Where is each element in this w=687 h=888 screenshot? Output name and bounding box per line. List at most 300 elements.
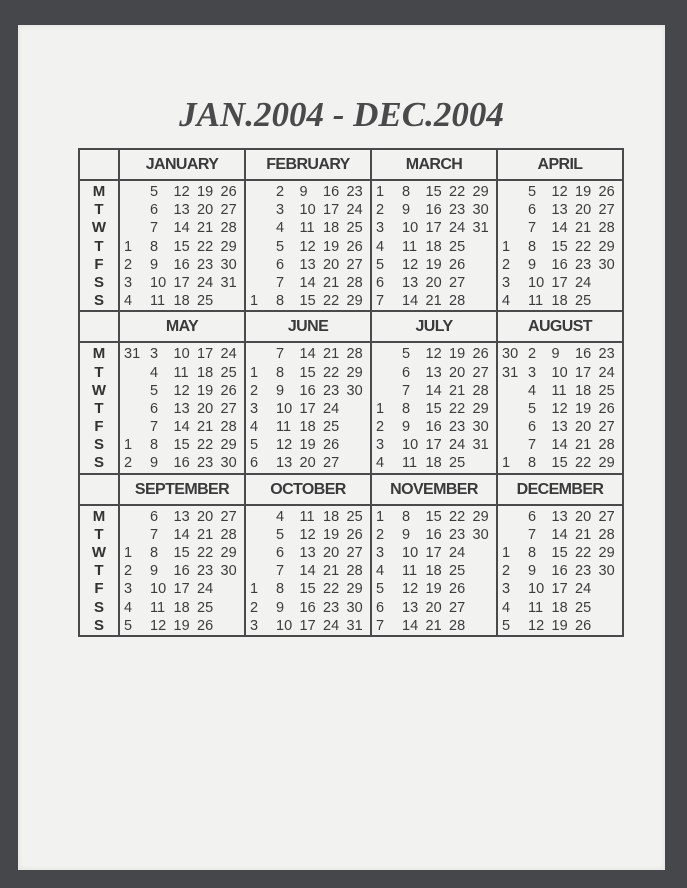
- date-cell: 16: [299, 382, 316, 399]
- date-cell: 1: [376, 184, 385, 200]
- date-cell: 21: [425, 293, 442, 310]
- date-cell: 4: [276, 508, 285, 525]
- date-cell: 15: [299, 581, 316, 598]
- date-cell: [473, 562, 497, 580]
- date-cell: [502, 436, 528, 454]
- date-cell: 11: [551, 382, 567, 399]
- date-cell: [124, 526, 150, 544]
- week-row: [502, 562, 622, 580]
- date-cell: 2: [502, 256, 511, 273]
- date-cell: 19: [197, 382, 214, 399]
- week-row: [376, 201, 496, 219]
- date-cell: 30: [220, 455, 237, 472]
- date-cell: 15: [299, 293, 316, 310]
- date-cell: 18: [551, 293, 568, 310]
- date-cell: 14: [402, 617, 419, 634]
- date-cell: 18: [173, 293, 190, 310]
- date-cell: 19: [551, 617, 568, 634]
- week-row: [376, 526, 496, 544]
- weekday-column: [79, 311, 119, 473]
- date-cell: 5: [150, 184, 159, 200]
- date-cell: [250, 544, 276, 562]
- week-row: [376, 562, 496, 580]
- date-cell: 16: [299, 599, 316, 616]
- date-cell: 25: [323, 419, 340, 436]
- date-cell: 25: [449, 563, 466, 580]
- date-cell: 22: [575, 545, 592, 561]
- date-cell: 10: [528, 581, 545, 598]
- week-row: [124, 400, 244, 418]
- date-cell: 10: [402, 437, 419, 454]
- date-cell: [502, 418, 528, 436]
- week-row: [250, 345, 370, 363]
- date-cell: 4: [376, 455, 385, 472]
- date-cell: 27: [449, 599, 466, 616]
- week-row: [502, 599, 622, 617]
- date-cell: [221, 292, 245, 310]
- date-cell: 29: [220, 437, 237, 454]
- week-row: [124, 201, 244, 219]
- date-cell: 24: [598, 364, 615, 381]
- date-cell: 23: [575, 563, 592, 580]
- date-cell: 17: [299, 400, 316, 417]
- date-cell: 3: [502, 581, 511, 598]
- week-row: [250, 580, 370, 598]
- date-cell: 7: [376, 293, 385, 310]
- date-cell: 7: [276, 274, 285, 291]
- date-cell: 1: [124, 238, 133, 255]
- week-row: [376, 219, 496, 237]
- date-cell: 18: [323, 220, 340, 237]
- month-block: [371, 474, 497, 636]
- week-row: [502, 274, 622, 292]
- week-row: [376, 400, 496, 418]
- date-cell: 30: [598, 256, 615, 273]
- date-cell: [124, 183, 150, 201]
- date-cell: 1: [502, 545, 511, 561]
- date-cell: 5: [250, 437, 259, 454]
- date-cell: 17: [173, 581, 190, 598]
- month-block: [119, 311, 245, 473]
- date-cell: 8: [150, 238, 159, 255]
- date-cell: 27: [449, 274, 466, 291]
- week-row: [376, 508, 496, 526]
- date-cell: [376, 382, 402, 400]
- date-cell: 16: [575, 346, 592, 363]
- date-cell: 16: [173, 455, 190, 472]
- date-cell: 30: [220, 256, 237, 273]
- week-row: [376, 436, 496, 454]
- date-cell: 15: [551, 455, 568, 472]
- date-cell: 26: [598, 184, 615, 200]
- date-cell: 28: [598, 437, 615, 454]
- date-cell: 26: [220, 184, 237, 200]
- date-cell: 6: [376, 599, 385, 616]
- date-cell: 22: [323, 364, 340, 381]
- date-cell: 30: [472, 419, 489, 436]
- week-row: [502, 418, 622, 436]
- week-row: [124, 274, 244, 292]
- date-cell: 29: [346, 364, 363, 381]
- date-cell: 22: [323, 293, 340, 310]
- week-row: [124, 436, 244, 454]
- year-calendar-grid: [78, 148, 624, 637]
- week-row: [250, 382, 370, 400]
- week-row: [502, 292, 622, 310]
- date-cell: 19: [575, 400, 592, 417]
- date-cell: 2: [528, 346, 537, 363]
- date-cell: 25: [220, 364, 237, 381]
- date-cell: 28: [346, 563, 363, 580]
- date-cell: 29: [598, 455, 615, 472]
- date-cell: 22: [197, 545, 214, 561]
- date-cell: 13: [173, 202, 190, 219]
- date-cell: 14: [299, 563, 316, 580]
- date-cell: 9: [402, 202, 411, 219]
- date-cell: 7: [376, 617, 385, 634]
- date-cell: 13: [551, 508, 568, 525]
- date-cell: 14: [551, 220, 568, 237]
- weekday-column: [79, 149, 119, 311]
- date-cell: 11: [276, 419, 292, 436]
- date-cell: 3: [502, 274, 511, 291]
- month-block: [245, 474, 371, 636]
- weekday-letter: T: [94, 237, 104, 255]
- date-cell: 20: [425, 274, 442, 291]
- week-row: [376, 256, 496, 274]
- date-cell: 3: [376, 220, 385, 237]
- date-cell: [376, 345, 402, 363]
- date-cell: 22: [449, 400, 466, 417]
- date-cell: [250, 256, 276, 274]
- weekday-letter: W: [91, 219, 107, 237]
- week-row: [376, 345, 496, 363]
- date-cell: 20: [575, 202, 592, 219]
- week-row: [124, 526, 244, 544]
- month-block: [497, 311, 623, 473]
- weekday-header-blank: [80, 312, 118, 343]
- date-cell: 23: [449, 419, 466, 436]
- date-cell: 21: [575, 220, 592, 237]
- date-cell: 23: [323, 599, 340, 616]
- date-cell: 17: [425, 220, 442, 237]
- week-row: [502, 256, 622, 274]
- week-row: [124, 238, 244, 256]
- date-cell: 11: [402, 455, 418, 472]
- date-cell: 18: [425, 238, 442, 255]
- date-cell: 27: [598, 202, 615, 219]
- date-cell: 9: [528, 256, 537, 273]
- date-cell: 28: [346, 346, 363, 363]
- date-cell: 17: [425, 437, 442, 454]
- week-row: [376, 599, 496, 617]
- week-row: [250, 364, 370, 382]
- date-cell: 4: [124, 293, 133, 310]
- weekday-letter: S: [93, 598, 104, 616]
- date-cell: 29: [472, 400, 489, 417]
- week-row: [502, 345, 622, 363]
- date-cell: 3: [150, 346, 159, 363]
- week-row: [124, 183, 244, 201]
- date-cell: [250, 183, 276, 201]
- date-cell: 13: [299, 545, 316, 561]
- date-cell: [124, 201, 150, 219]
- date-cell: 18: [551, 599, 568, 616]
- week-row: [250, 436, 370, 454]
- date-cell: 26: [575, 617, 592, 634]
- date-cell: 16: [173, 256, 190, 273]
- date-cell: 5: [376, 581, 385, 598]
- calendar-band: [79, 149, 623, 311]
- week-row: [376, 580, 496, 598]
- date-cell: [502, 219, 528, 237]
- date-cell: 28: [472, 382, 489, 399]
- date-cell: 8: [402, 508, 411, 525]
- date-cell: 11: [528, 293, 544, 310]
- date-cell: 5: [402, 346, 411, 363]
- date-cell: [599, 580, 623, 598]
- date-cell: 15: [551, 545, 568, 561]
- date-cell: 29: [220, 545, 237, 561]
- date-cell: 17: [551, 274, 568, 291]
- date-cell: [221, 580, 245, 598]
- date-cell: 15: [425, 400, 442, 417]
- date-cell: 23: [449, 202, 466, 219]
- date-cell: 5: [528, 400, 537, 417]
- date-cell: 21: [197, 419, 214, 436]
- date-cell: 30: [346, 382, 363, 399]
- date-cell: 21: [575, 526, 592, 543]
- date-cell: 17: [323, 202, 340, 219]
- date-cell: [347, 454, 371, 472]
- date-cell: 14: [402, 293, 419, 310]
- date-cell: 5: [150, 382, 159, 399]
- date-cell: 16: [173, 563, 190, 580]
- week-row: [376, 454, 496, 472]
- weekday-letter: F: [94, 580, 104, 598]
- week-row: [376, 382, 496, 400]
- date-cell: 22: [197, 238, 214, 255]
- date-cell: 16: [425, 202, 442, 219]
- week-row: [250, 274, 370, 292]
- date-cell: [473, 454, 497, 472]
- weekday-letter: T: [94, 562, 104, 580]
- date-cell: 9: [150, 455, 159, 472]
- week-row: [502, 617, 622, 635]
- date-cell: 11: [150, 293, 166, 310]
- week-row: [502, 400, 622, 418]
- date-cell: [347, 436, 371, 454]
- date-cell: [250, 345, 276, 363]
- date-cell: 14: [425, 382, 442, 399]
- date-cell: [124, 508, 150, 526]
- date-cell: 22: [323, 581, 340, 598]
- date-cell: 30: [346, 599, 363, 616]
- date-cell: 27: [598, 508, 615, 525]
- week-row: [124, 292, 244, 310]
- date-cell: 2: [250, 382, 259, 399]
- date-cell: 3: [124, 581, 133, 598]
- week-row: [376, 418, 496, 436]
- date-cell: [473, 544, 497, 562]
- date-cell: 19: [323, 238, 340, 255]
- date-cell: 26: [197, 617, 214, 634]
- date-cell: 16: [425, 526, 442, 543]
- week-row: [376, 617, 496, 635]
- date-cell: 15: [425, 184, 442, 200]
- date-cell: 9: [299, 184, 308, 200]
- date-cell: 13: [402, 274, 419, 291]
- date-cell: 12: [173, 382, 190, 399]
- date-cell: 9: [402, 419, 411, 436]
- month-name: MAY: [120, 312, 244, 343]
- date-cell: 19: [323, 526, 340, 543]
- weekday-header-blank: [80, 475, 118, 506]
- date-cell: 17: [551, 581, 568, 598]
- date-cell: 29: [598, 238, 615, 255]
- date-cell: [473, 292, 497, 310]
- week-row: [124, 544, 244, 562]
- date-cell: 6: [150, 400, 159, 417]
- month-block: [119, 474, 245, 636]
- week-row: [124, 382, 244, 400]
- weekday-letter: M: [92, 345, 106, 363]
- date-cell: 21: [323, 563, 340, 580]
- calendar-band: [79, 474, 623, 636]
- week-row: [376, 292, 496, 310]
- date-cell: 6: [528, 202, 537, 219]
- month-block: [497, 474, 623, 636]
- date-cell: 26: [346, 238, 363, 255]
- date-cell: [599, 599, 623, 617]
- date-cell: [250, 508, 276, 526]
- date-cell: 8: [528, 545, 537, 561]
- weekday-letter: W: [91, 544, 107, 561]
- date-cell: 20: [197, 400, 214, 417]
- date-cell: 25: [197, 293, 214, 310]
- month-name: APRIL: [498, 150, 622, 181]
- month-name: NOVEMBER: [372, 475, 496, 506]
- date-cell: 27: [598, 419, 615, 436]
- date-cell: 3: [376, 437, 385, 454]
- weekday-header-blank: [80, 150, 118, 181]
- date-cell: 17: [197, 346, 214, 363]
- week-row: [250, 201, 370, 219]
- date-cell: 10: [150, 274, 167, 291]
- date-cell: 27: [346, 545, 363, 561]
- week-row: [124, 599, 244, 617]
- calendar-band: [79, 311, 623, 473]
- date-cell: 7: [276, 563, 285, 580]
- date-cell: 5: [124, 617, 133, 634]
- date-cell: 6: [376, 274, 385, 291]
- week-row: [502, 580, 622, 598]
- month-name: AUGUST: [498, 312, 622, 343]
- date-cell: 31: [502, 364, 519, 381]
- date-cell: 18: [299, 419, 316, 436]
- date-cell: 11: [173, 364, 189, 381]
- date-cell: 25: [449, 455, 466, 472]
- date-cell: 4: [250, 419, 259, 436]
- date-cell: 4: [376, 563, 385, 580]
- date-cell: 20: [323, 256, 340, 273]
- date-cell: 5: [528, 184, 537, 200]
- date-cell: 18: [425, 455, 442, 472]
- week-row: [502, 508, 622, 526]
- week-row: [250, 418, 370, 436]
- date-cell: [473, 238, 497, 256]
- date-cell: 24: [575, 581, 592, 598]
- date-cell: 8: [528, 238, 537, 255]
- date-cell: 9: [276, 382, 285, 399]
- week-row: [250, 219, 370, 237]
- date-cell: 12: [402, 581, 419, 598]
- date-cell: 10: [528, 274, 545, 291]
- date-cell: 7: [150, 419, 159, 436]
- date-cell: 26: [346, 526, 363, 543]
- date-cell: 2: [124, 563, 133, 580]
- date-cell: 12: [402, 256, 419, 273]
- date-cell: 7: [402, 382, 411, 399]
- week-row: [376, 544, 496, 562]
- date-cell: 14: [299, 346, 316, 363]
- date-cell: [473, 274, 497, 292]
- date-cell: 1: [502, 238, 511, 255]
- date-cell: 1: [250, 581, 259, 598]
- date-cell: 8: [150, 545, 159, 561]
- weekday-letter: S: [93, 292, 104, 310]
- date-cell: 24: [575, 274, 592, 291]
- date-cell: 26: [220, 382, 237, 399]
- date-cell: 23: [449, 526, 466, 543]
- weekday-letter: T: [94, 363, 104, 381]
- date-cell: 23: [197, 256, 214, 273]
- date-cell: [502, 201, 528, 219]
- week-row: [124, 562, 244, 580]
- date-cell: 28: [220, 220, 237, 237]
- date-cell: 18: [173, 599, 190, 616]
- week-row: [250, 544, 370, 562]
- date-cell: 4: [376, 238, 385, 255]
- week-row: [250, 292, 370, 310]
- date-cell: 22: [575, 238, 592, 255]
- date-cell: 20: [425, 599, 442, 616]
- date-cell: 9: [276, 599, 285, 616]
- date-cell: 7: [528, 437, 537, 454]
- date-cell: 13: [402, 599, 419, 616]
- date-cell: 19: [425, 581, 442, 598]
- date-cell: 13: [299, 256, 316, 273]
- month-name: FEBRUARY: [246, 150, 370, 181]
- date-cell: 20: [323, 545, 340, 561]
- date-cell: 17: [575, 364, 592, 381]
- week-row: [250, 256, 370, 274]
- weekday-letter: W: [91, 381, 107, 399]
- date-cell: 11: [299, 508, 315, 525]
- date-cell: 28: [449, 293, 466, 310]
- date-cell: 25: [575, 599, 592, 616]
- date-cell: 25: [197, 599, 214, 616]
- date-cell: 29: [346, 293, 363, 310]
- weekday-letter: S: [93, 616, 104, 634]
- date-cell: [502, 526, 528, 544]
- week-row: [376, 274, 496, 292]
- date-cell: 19: [449, 346, 466, 363]
- date-cell: [502, 183, 528, 201]
- date-cell: 19: [575, 184, 592, 200]
- date-cell: 10: [150, 581, 167, 598]
- date-cell: 20: [299, 455, 316, 472]
